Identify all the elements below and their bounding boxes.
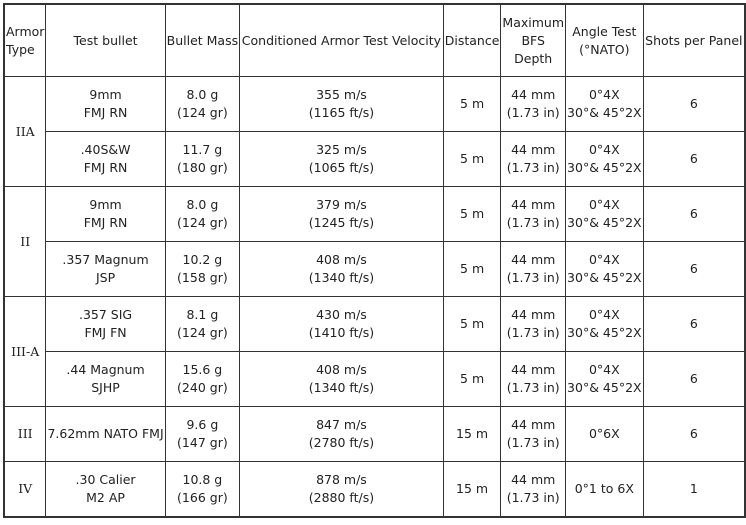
angle-test-cell-line: 30°& 45°2X (567, 215, 642, 230)
distance-cell: 5 m (443, 297, 501, 352)
bfs-depth-cell (501, 407, 566, 462)
bfs-depth-cell-line: (1.73 in) (506, 105, 560, 120)
test-bullet-cell-line: .357 SIG (78, 307, 133, 322)
distance-cell: 5 m (443, 352, 501, 407)
velocity-cell-line: (1340 ft/s) (308, 380, 375, 395)
test-bullet-cell-line: .30 Calier (75, 472, 136, 487)
bfs-depth-cell (501, 187, 566, 242)
bullet-mass-cell (165, 187, 239, 242)
test-bullet-cell-line: 9mm (89, 197, 122, 212)
bfs-depth-cell (501, 132, 566, 187)
bullet-mass-cell (165, 242, 239, 297)
test-bullet-cell (46, 242, 165, 297)
bfs-depth-cell-line: (1.73 in) (506, 380, 560, 395)
bullet-mass-cell (165, 462, 239, 518)
bfs-depth-cell-line: 44 mm (511, 252, 556, 267)
angle-test-cell-line: 30°& 45°2X (567, 105, 642, 120)
bfs-depth-cell (501, 242, 566, 297)
test-bullet-cell (46, 462, 165, 518)
header-distance: Distance (443, 4, 501, 77)
velocity-cell-line: 847 m/s (316, 417, 367, 432)
bfs-depth-cell-line: 44 mm (511, 87, 556, 102)
test-bullet-cell-line: M2 AP (86, 490, 125, 505)
header-armor-type: Armor Type (4, 4, 46, 77)
bullet-mass-cell-line: 8.1 g (186, 307, 219, 322)
angle-test-cell-line: 0°1 to 6X (574, 481, 634, 496)
table-row (4, 77, 745, 132)
table-row (4, 407, 745, 462)
table-row (4, 187, 745, 242)
velocity-cell-line: (1410 ft/s) (308, 325, 375, 340)
bullet-mass-cell-line: (166 gr) (177, 490, 228, 505)
bullet-mass-cell-line: 10.2 g (182, 252, 223, 267)
angle-test-cell-line: 30°& 45°2X (567, 325, 642, 340)
bfs-depth-cell-line: 44 mm (511, 362, 556, 377)
armor-type-cell: IV (4, 462, 46, 518)
test-bullet-cell-line: .44 Magnum (66, 362, 145, 377)
header-test-bullet: Test bullet (46, 4, 165, 77)
bullet-mass-cell-line: 8.0 g (186, 87, 219, 102)
angle-test-cell-line: 0°4X (588, 142, 620, 157)
velocity-cell-line: 408 m/s (316, 362, 367, 377)
bfs-depth-cell-line: (1.73 in) (506, 490, 560, 505)
velocity-cell-line: 355 m/s (316, 87, 367, 102)
table-row (4, 352, 745, 407)
angle-test-cell-line: 0°4X (588, 362, 620, 377)
shots-cell: 6 (643, 297, 745, 352)
angle-test-cell-line: 0°4X (588, 252, 620, 267)
header-angle-test (566, 4, 644, 77)
bfs-depth-cell-line: 44 mm (511, 472, 556, 487)
angle-test-cell (566, 77, 644, 132)
bfs-depth-cell-line: (1.73 in) (506, 270, 560, 285)
test-bullet-cell-line: JSP (95, 270, 116, 285)
shots-cell: 6 (643, 407, 745, 462)
test-bullet-cell-line: 7.62mm NATO FMJ (47, 426, 164, 441)
test-bullet-cell-line: SJHP (91, 380, 120, 395)
shots-cell: 6 (643, 77, 745, 132)
test-bullet-cell (46, 407, 165, 462)
velocity-cell-line: (2880 ft/s) (308, 490, 375, 505)
velocity-cell (240, 187, 444, 242)
test-bullet-cell (46, 132, 165, 187)
bullet-mass-cell-line: (124 gr) (177, 215, 228, 230)
bfs-depth-cell-line: (1.73 in) (506, 160, 560, 175)
bfs-depth-cell-line: (1.73 in) (506, 325, 560, 340)
test-bullet-cell-line: FMJ FN (84, 325, 127, 340)
velocity-cell-line: 408 m/s (316, 252, 367, 267)
bullet-mass-cell-line: (158 gr) (177, 270, 228, 285)
velocity-cell-line: (2780 ft/s) (308, 435, 375, 450)
velocity-cell (240, 297, 444, 352)
velocity-cell-line: (1165 ft/s) (308, 105, 375, 120)
angle-test-cell (566, 352, 644, 407)
armor-type-cell: III (4, 407, 46, 462)
bullet-mass-cell-line: 15.6 g (182, 362, 223, 377)
bullet-mass-cell-line: 9.6 g (186, 417, 219, 432)
distance-cell: 5 m (443, 132, 501, 187)
velocity-cell (240, 132, 444, 187)
header-angle-line: Angle Test (572, 23, 637, 39)
angle-test-cell-line: 30°& 45°2X (567, 270, 642, 285)
header-bullet-mass: Bullet Mass (165, 4, 239, 77)
velocity-cell (240, 77, 444, 132)
bfs-depth-cell-line: (1.73 in) (506, 435, 560, 450)
distance-cell: 5 m (443, 77, 501, 132)
bullet-mass-cell (165, 297, 239, 352)
angle-test-cell (566, 407, 644, 462)
bfs-depth-cell (501, 297, 566, 352)
bullet-mass-cell (165, 77, 239, 132)
test-bullet-cell-line: FMJ RN (83, 160, 128, 175)
header-bfs-line: Maximum (502, 14, 564, 30)
bullet-mass-cell-line: (124 gr) (177, 325, 228, 340)
velocity-cell-line: (1340 ft/s) (308, 270, 375, 285)
velocity-cell-line: 430 m/s (316, 307, 367, 322)
bullet-mass-cell-line: (180 gr) (177, 160, 228, 175)
bullet-mass-cell-line: (147 gr) (177, 435, 228, 450)
shots-cell: 6 (643, 352, 745, 407)
table-row (4, 462, 745, 518)
armor-type-cell: II (4, 187, 46, 297)
shots-cell: 6 (643, 187, 745, 242)
angle-test-cell (566, 297, 644, 352)
velocity-cell (240, 462, 444, 518)
header-bfs-line: Depth (514, 50, 553, 66)
table-row (4, 297, 745, 352)
velocity-cell (240, 407, 444, 462)
angle-test-cell-line: 30°& 45°2X (567, 160, 642, 175)
velocity-cell-line: (1245 ft/s) (308, 215, 375, 230)
velocity-cell (240, 242, 444, 297)
bullet-mass-cell (165, 352, 239, 407)
bfs-depth-cell-line: 44 mm (511, 142, 556, 157)
bfs-depth-cell-line: (1.73 in) (506, 215, 560, 230)
table-row (4, 242, 745, 297)
bfs-depth-cell-line: 44 mm (511, 197, 556, 212)
distance-cell: 15 m (443, 407, 501, 462)
bfs-depth-cell-line: 44 mm (511, 417, 556, 432)
bullet-mass-cell-line: (240 gr) (177, 380, 228, 395)
bullet-mass-cell-line: 10.8 g (182, 472, 223, 487)
velocity-cell-line: 325 m/s (316, 142, 367, 157)
armor-type-cell: III-A (4, 297, 46, 407)
velocity-cell-line: (1065 ft/s) (308, 160, 375, 175)
header-shots-per-panel: Shots per Panel (643, 4, 745, 77)
angle-test-cell (566, 462, 644, 518)
bfs-depth-cell (501, 462, 566, 518)
shots-cell: 1 (643, 462, 745, 518)
bullet-mass-cell-line: (124 gr) (177, 105, 228, 120)
bfs-depth-cell (501, 77, 566, 132)
distance-cell: 5 m (443, 187, 501, 242)
velocity-cell-line: 379 m/s (316, 197, 367, 212)
test-bullet-cell (46, 77, 165, 132)
test-bullet-cell (46, 187, 165, 242)
angle-test-cell-line: 0°6X (588, 426, 620, 441)
distance-cell: 5 m (443, 242, 501, 297)
bullet-mass-cell (165, 132, 239, 187)
angle-test-cell (566, 187, 644, 242)
test-bullet-cell-line: 9mm (89, 87, 122, 102)
bullet-mass-cell-line: 11.7 g (182, 142, 223, 157)
angle-test-cell-line: 0°4X (588, 307, 620, 322)
shots-cell: 6 (643, 132, 745, 187)
armor-test-table (3, 3, 746, 518)
velocity-cell-line: 878 m/s (316, 472, 367, 487)
angle-test-cell (566, 132, 644, 187)
bfs-depth-cell-line: 44 mm (511, 307, 556, 322)
test-bullet-cell (46, 297, 165, 352)
test-bullet-cell-line: .40S&W (80, 142, 131, 157)
test-bullet-cell-line: .357 Magnum (62, 252, 149, 267)
test-bullet-cell-line: FMJ RN (83, 105, 128, 120)
test-bullet-cell (46, 352, 165, 407)
shots-cell: 6 (643, 242, 745, 297)
bullet-mass-cell (165, 407, 239, 462)
angle-test-cell-line: 30°& 45°2X (567, 380, 642, 395)
header-bfs-line: BFS (521, 32, 545, 48)
velocity-cell (240, 352, 444, 407)
test-bullet-cell-line: FMJ RN (83, 215, 128, 230)
angle-test-cell-line: 0°4X (588, 87, 620, 102)
angle-test-cell (566, 242, 644, 297)
bfs-depth-cell (501, 352, 566, 407)
header-angle-line: (°NATO) (579, 41, 630, 57)
header-row (4, 4, 745, 77)
table-row (4, 132, 745, 187)
header-velocity: Conditioned Armor Test Velocity (240, 4, 444, 77)
armor-type-cell: IIA (4, 77, 46, 187)
table-body (4, 77, 745, 518)
header-bfs-depth (501, 4, 566, 77)
distance-cell: 15 m (443, 462, 501, 518)
bullet-mass-cell-line: 8.0 g (186, 197, 219, 212)
angle-test-cell-line: 0°4X (588, 197, 620, 212)
